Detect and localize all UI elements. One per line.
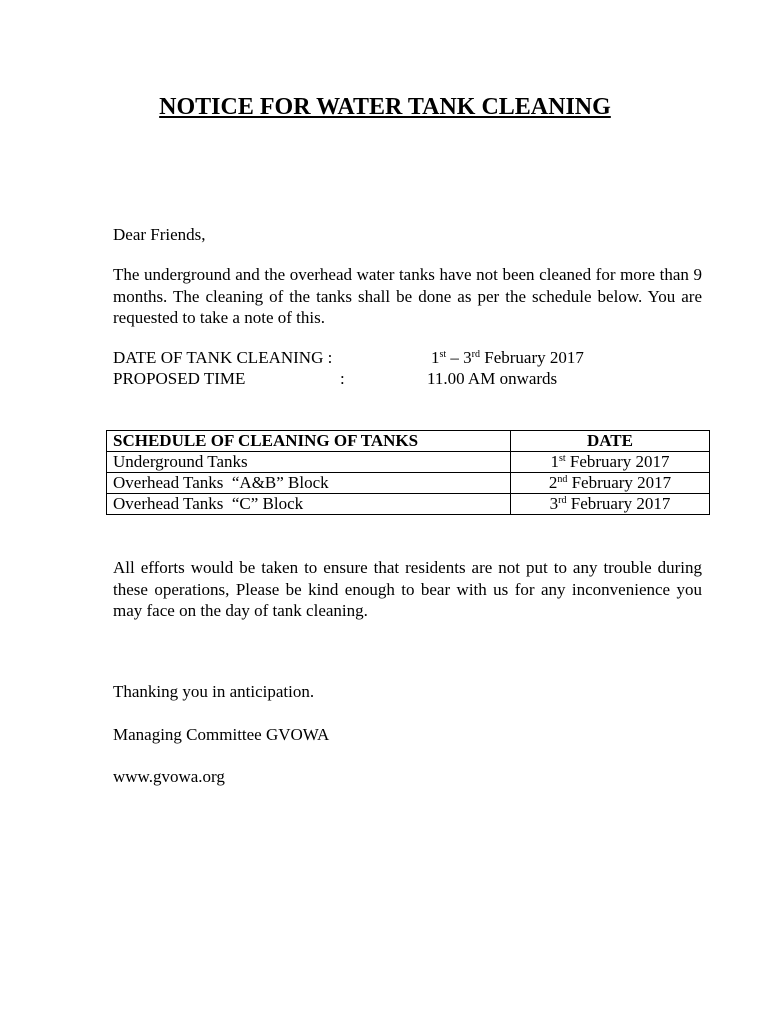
salutation: Dear Friends, <box>113 225 206 244</box>
table-row <box>107 494 710 515</box>
schedule-table <box>106 430 710 515</box>
proposed-time-value: 11.00 AM onwards <box>427 369 558 388</box>
website-link[interactable]: www.gvowa.org <box>113 767 225 786</box>
cleaning-date-label: DATE OF TANK CLEANING : <box>113 348 333 367</box>
cleaning-date-value: 1st – 3rd February 2017 <box>431 348 584 367</box>
closing-paragraph: All efforts would be taken to ensure that residents are not put to any trouble during these operations, Please be kind enough to bear with us for any inconvenience you may face on the day of tank cleaning. <box>113 558 702 620</box>
intro-paragraph: The underground and the overhead water tanks have not been cleaned for more than 9 months. The cleaning of the tanks shall be done as per the schedule below. You are requested to take a note of this. <box>113 265 702 327</box>
table-row <box>107 473 710 494</box>
thanks-line: Thanking you in anticipation. <box>113 682 315 701</box>
signature: Managing Committee GVOWA <box>113 725 330 744</box>
tank-date: 1st February 2017 <box>511 452 710 473</box>
schedule-header-date: DATE <box>511 431 710 452</box>
proposed-time-colon: : <box>340 369 345 388</box>
tank-date: 2nd February 2017 <box>511 473 710 494</box>
schedule-header-tanks: SCHEDULE OF CLEANING OF TANKS <box>107 431 511 452</box>
tank-date: 3rd February 2017 <box>511 494 710 515</box>
tank-name: Underground Tanks <box>107 452 511 473</box>
proposed-time-label: PROPOSED TIME <box>113 369 246 388</box>
notice-title: NOTICE FOR WATER TANK CLEANING <box>159 94 611 120</box>
tank-name: Overhead Tanks “A&B” Block <box>107 473 511 494</box>
table-row <box>107 452 710 473</box>
schedule-header-row <box>107 431 710 452</box>
tank-name: Overhead Tanks “C” Block <box>107 494 511 515</box>
